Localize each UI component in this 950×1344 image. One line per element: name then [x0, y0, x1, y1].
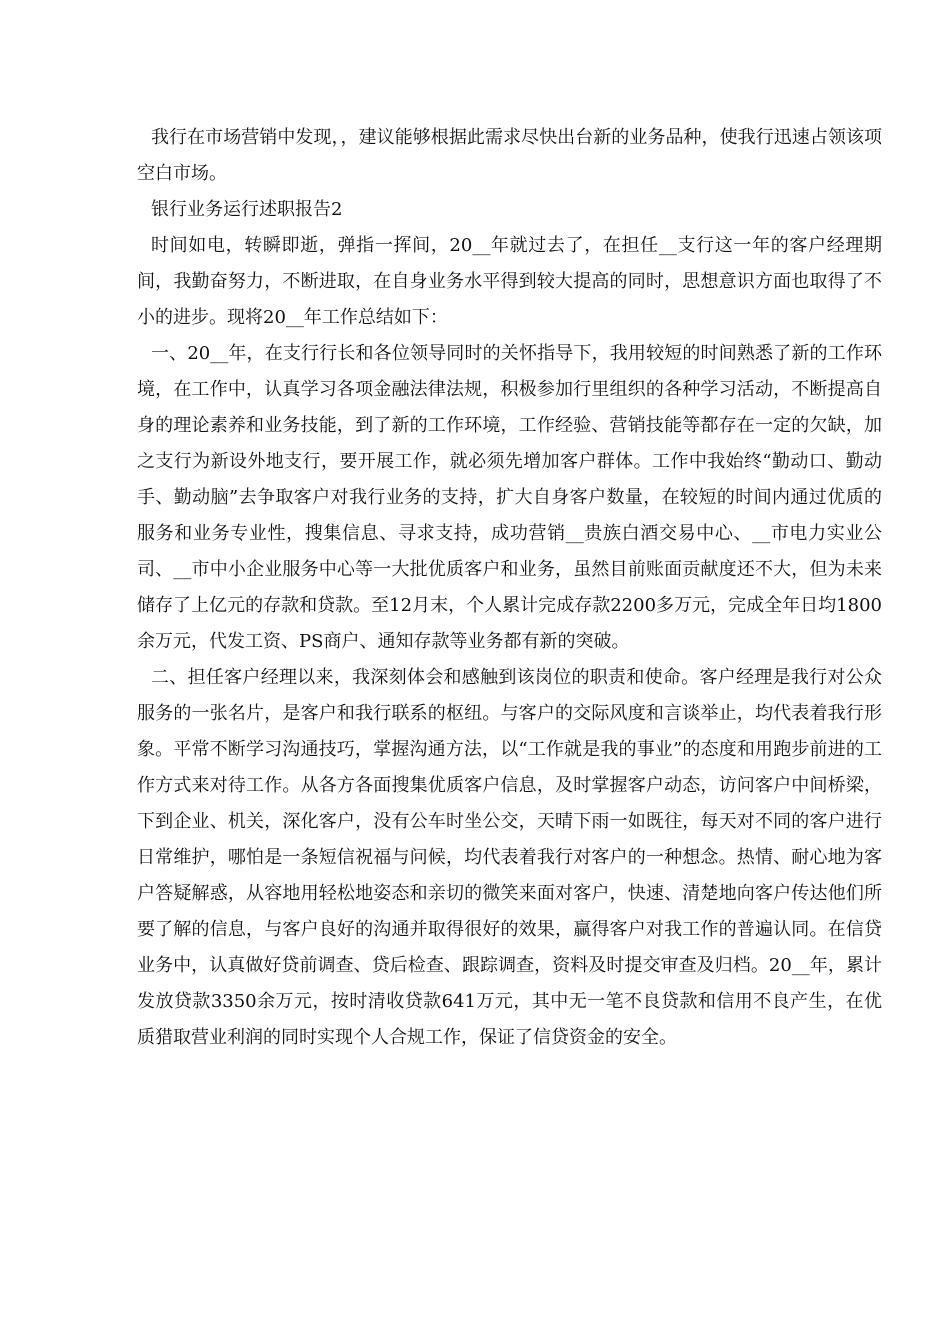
- document-body: [137, 120, 882, 1056]
- report-title: 银行业务运行述职报告2: [151, 199, 343, 220]
- paragraph-market-suggestion: 我行在市场营销中发现，，建议能够根据此需求尽快出台新的业务品种，使我行迅速占领该项空白市场。: [137, 127, 882, 184]
- paragraph-section-two: 二、担任客户经理以来，我深刻体会和感触到该岗位的职责和使命。客户经理是我行对公众服务的一张名片，是客户和我行联系的枢纽。与客户的交际风度和言谈举止，均代表着我行形象。平常不断学习沟通技巧，掌握沟通方法，以“工作就是我的事业”的态度和用跑步前进的工作方式来对待工作。从各方各面搜集优质客户信息，及时掌握客户动态，访问客户中间桥梁，下到企业、机关，深化客户，没有公车时坐公交，天晴下雨一如既往，每天对不同的客户进行日常维护，哪怕是一条短信祝福与问候，均代表着我行对客户的一种想念。热情、耐心地为客户答疑解惑，从容地用轻松地姿态和亲切的微笑来面对客户，快速、清楚地向客户传达他们所要了解的信息，与客户良好的沟通并取得很好的效果，赢得客户对我工作的普遍认同。在信贷业务中，认真做好贷前调查、贷后检查、跟踪调查，资料及时提交审查及归档。20__年，累计发放贷款3350余万元，按时清收贷款641万元，其中无一笔不良贷款和信用不良产生，在优质猎取营业利润的同时实现个人合规工作，保证了信贷资金的安全。: [137, 667, 882, 1048]
- paragraph-section-one: 一、20__年，在支行行长和各位领导同时的关怀指导下，我用较短的时间熟悉了新的工作环境，在工作中，认真学习各项金融法律法规，积极参加行里组织的各种学习活动，不断提高自身的理论素养和业务技能，到了新的工作环境，工作经验、营销技能等都存在一定的欠缺，加之支行为新设外地支行，要开展工作，就必须先增加客户群体。工作中我始终“勤动口、勤动手、勤动脑”去争取客户对我行业务的支持，扩大自身客户数量，在较短的时间内通过优质的服务和业务专业性，搜集信息、寻求支持，成功营销__贵族白酒交易中心、__市电力实业公司、__市中小企业服务中心等一大批优质客户和业务，虽然目前账面贡献度还不大，但为未来储存了上亿元的存款和贷款。至12月末，个人累计完成存款2200多万元，完成全年日均1800余万元，代发工资、PS商户、通知存款等业务都有新的突破。: [137, 343, 882, 652]
- paragraph-introduction: 时间如电，转瞬即逝，弹指一挥间，20__年就过去了，在担任__支行这一年的客户经理期间，我勤奋努力，不断进取，在自身业务水平得到较大提高的同时，思想意识方面也取得了不小的进步。现将20__年工作总结如下：: [137, 235, 882, 328]
